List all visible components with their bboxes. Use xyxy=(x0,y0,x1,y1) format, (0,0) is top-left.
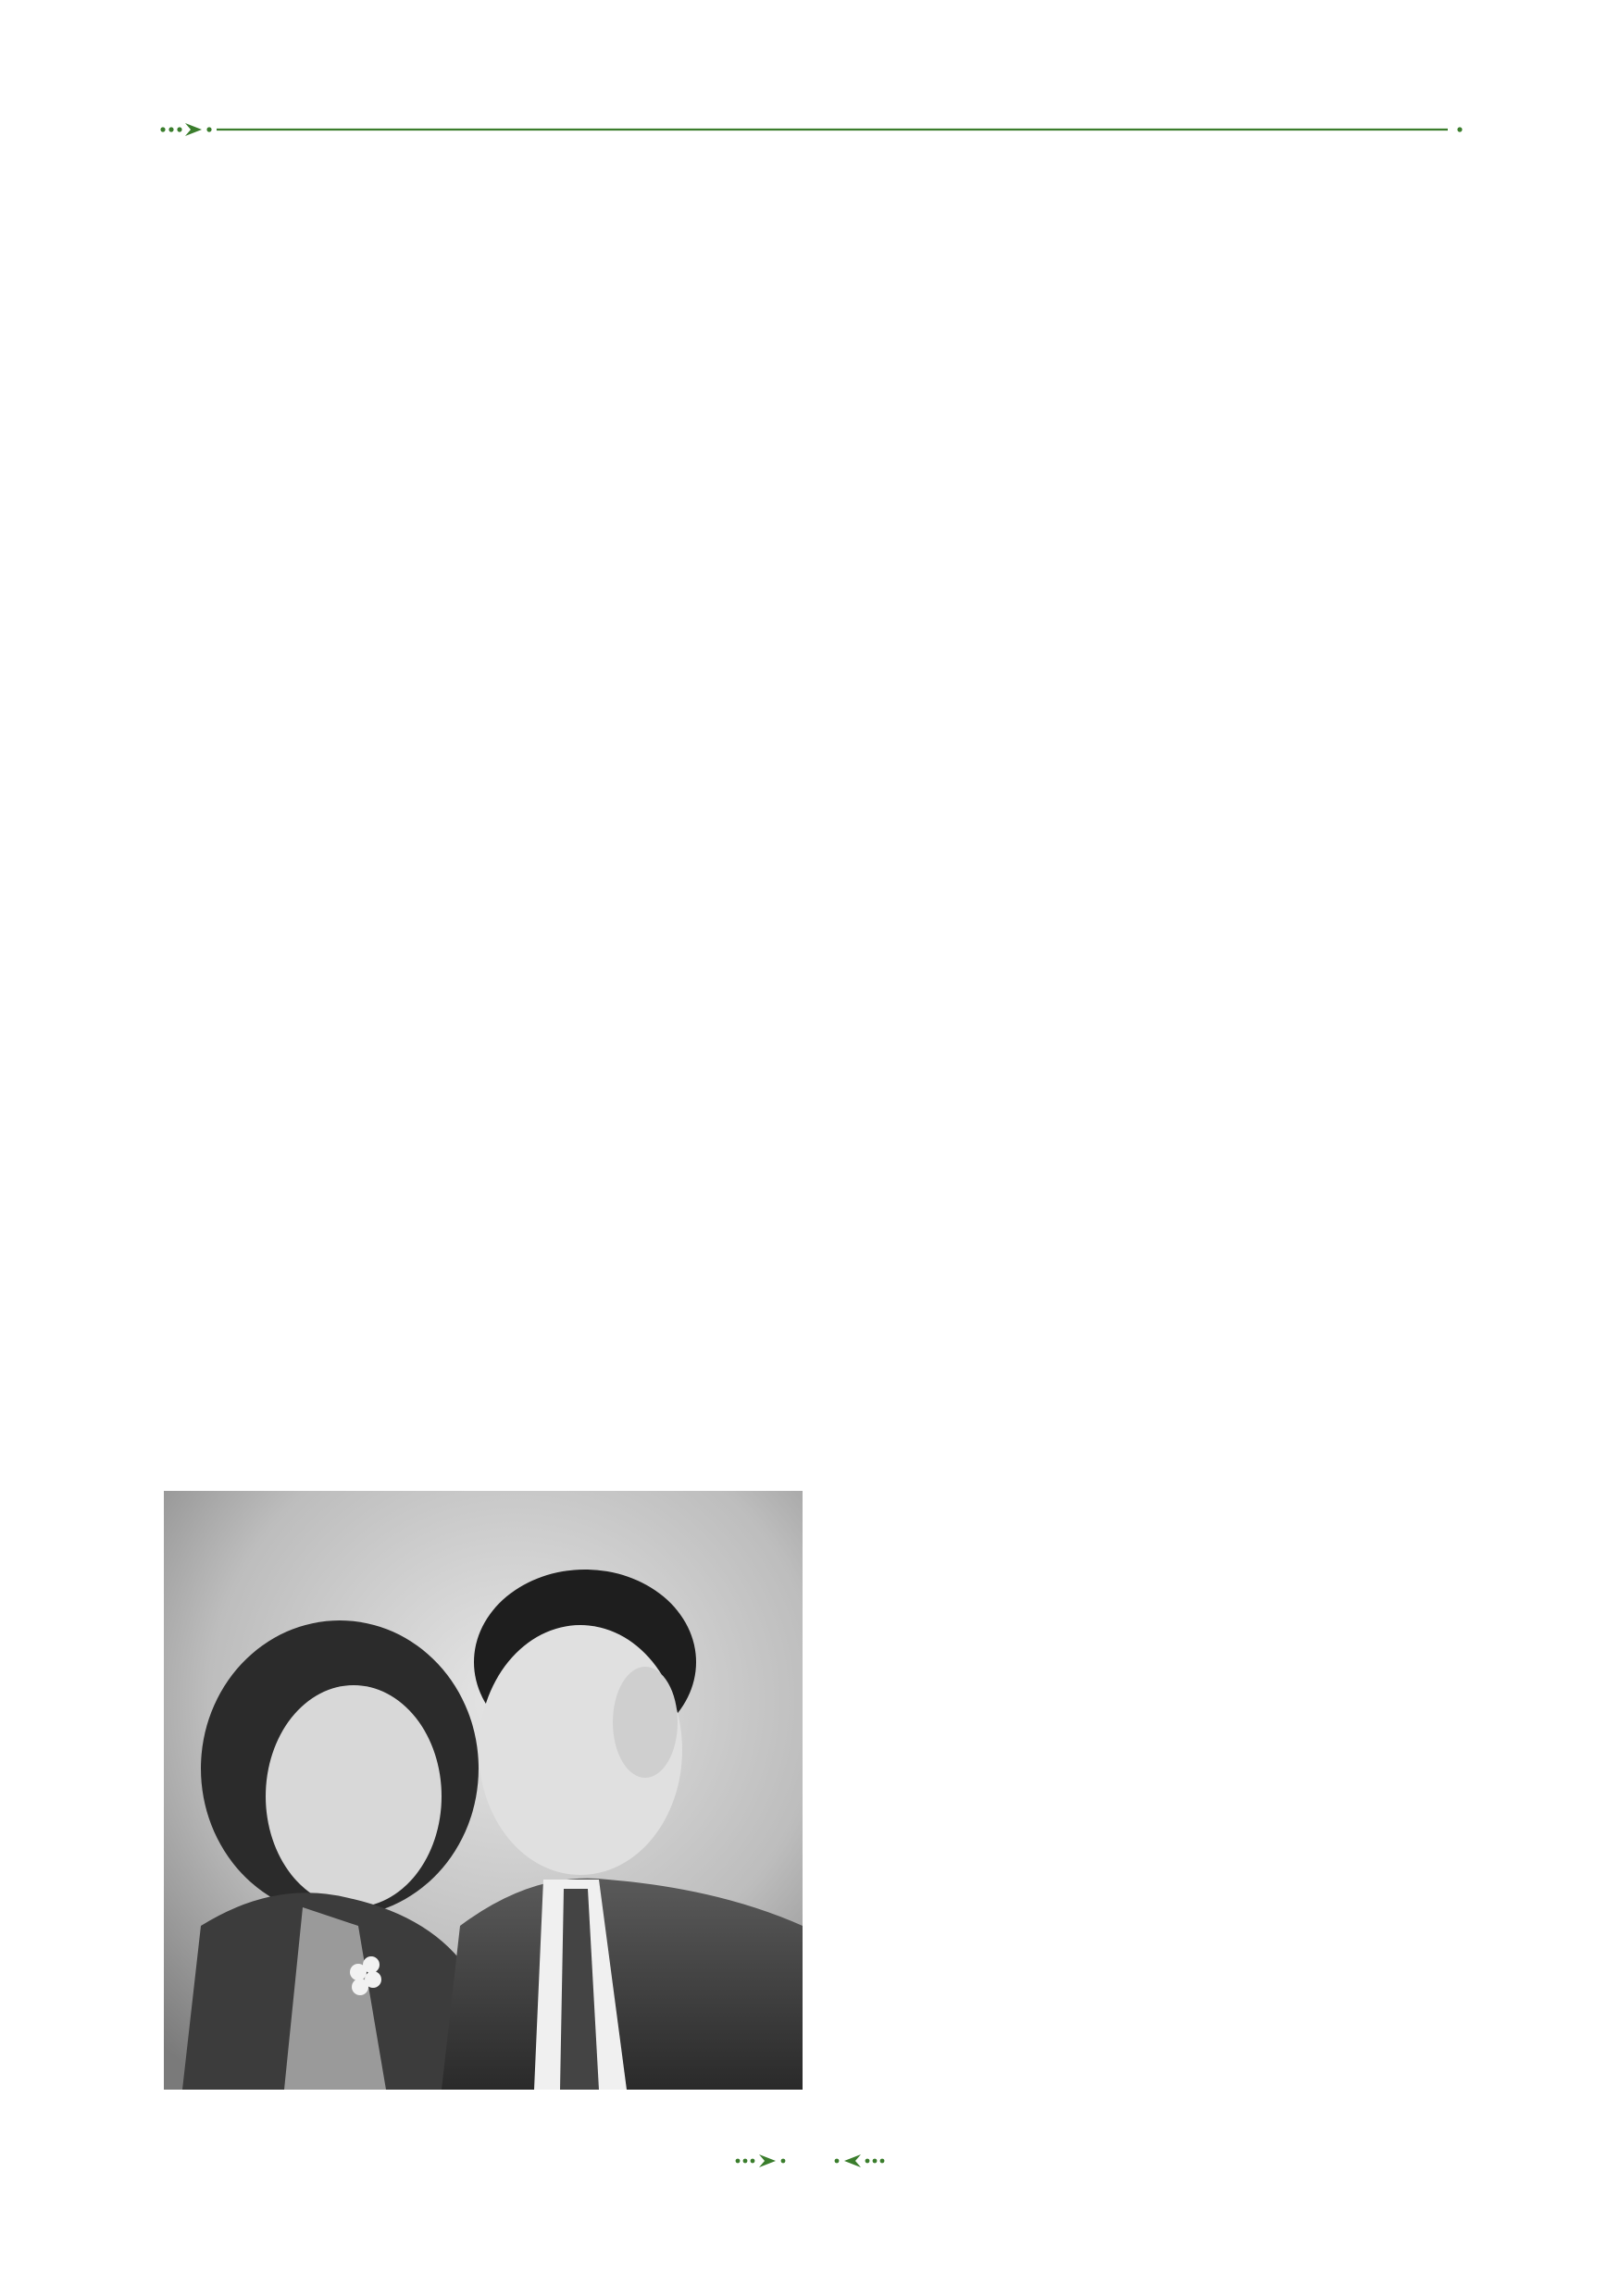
page-footer xyxy=(0,2128,1619,2193)
couple-photo-icon xyxy=(164,1491,803,2090)
arrow-left-ornament-icon xyxy=(830,2152,886,2170)
arrow-right-ornament-icon xyxy=(734,2152,790,2170)
couple-photo xyxy=(164,1491,803,2090)
header-divider-icon xyxy=(159,118,1464,141)
